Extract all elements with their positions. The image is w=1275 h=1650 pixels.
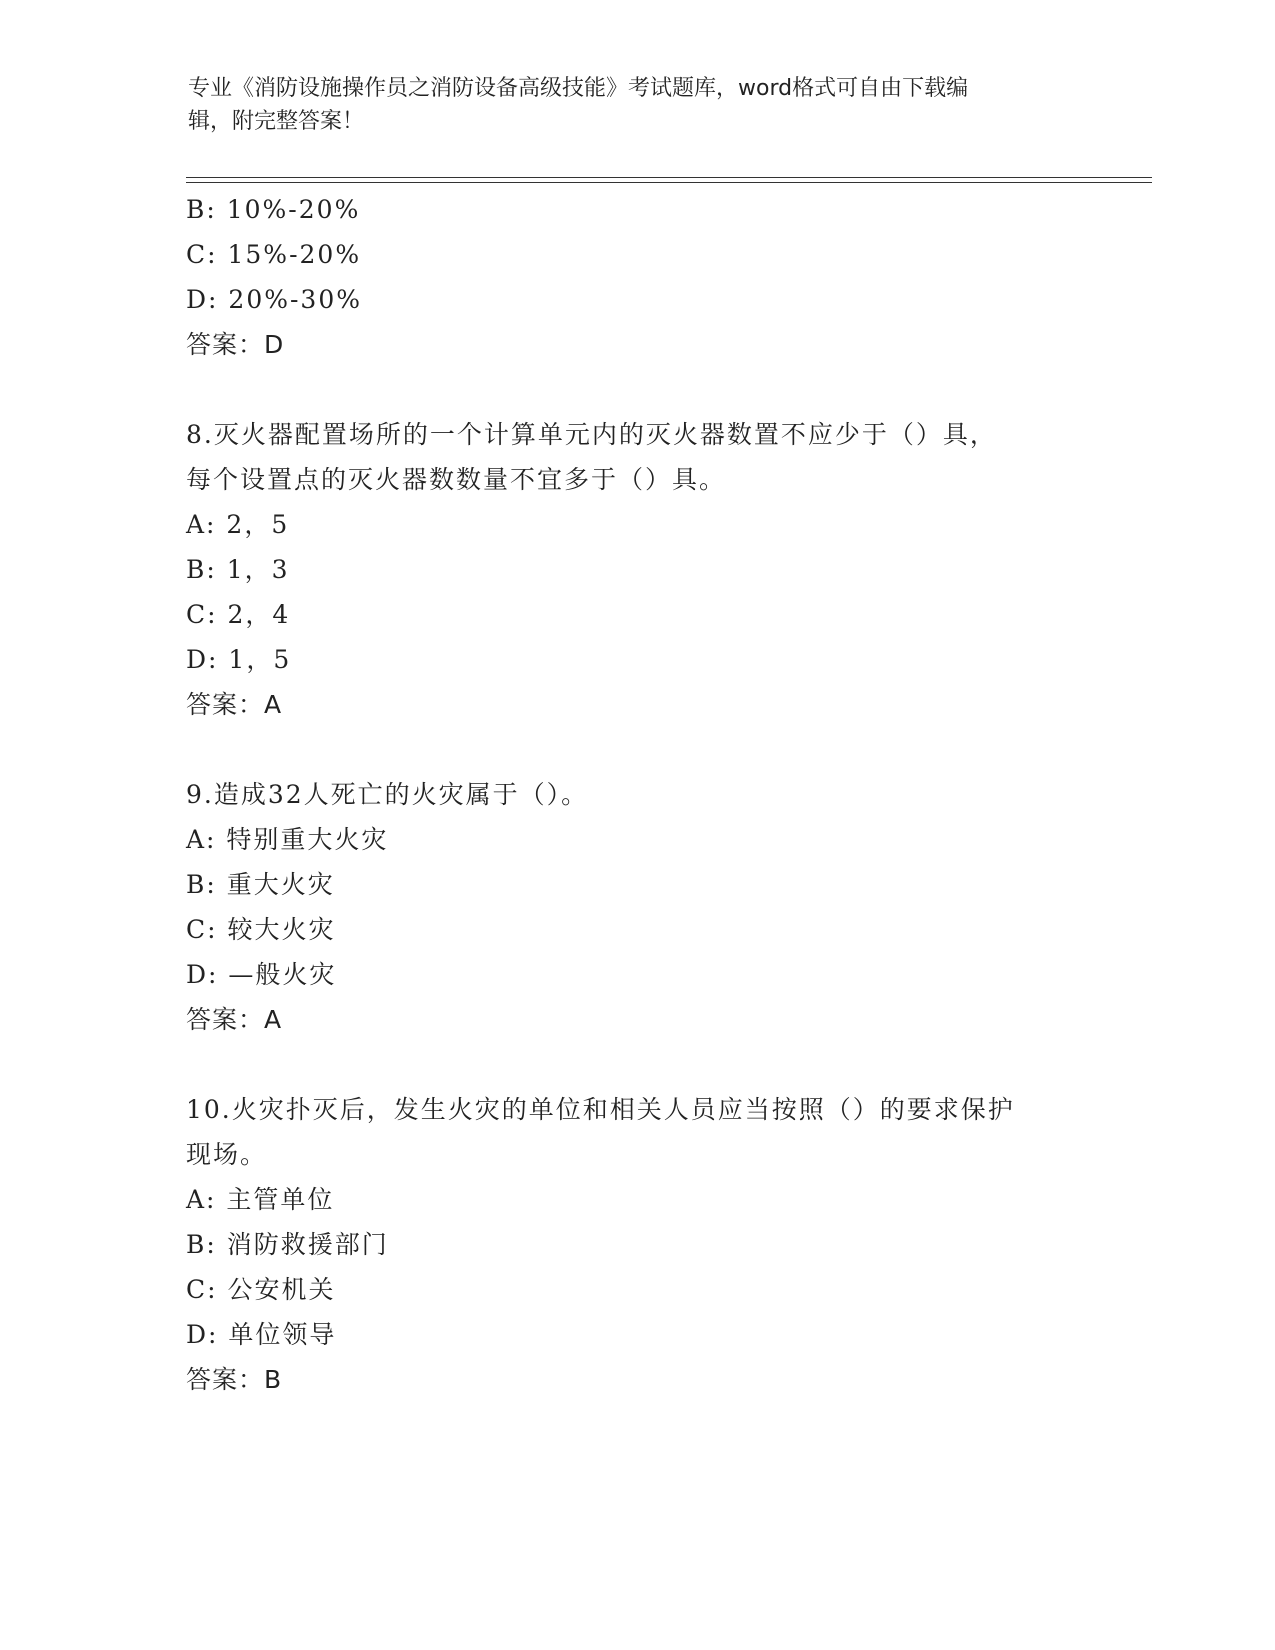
q8-option-c: C: 2，4	[186, 600, 291, 629]
q9-option-d: D: —般火灾	[186, 960, 337, 989]
q10-option-a: A: 主管单位	[186, 1185, 335, 1214]
q10-option-c: C: 公安机关	[186, 1275, 336, 1304]
header-line-2: 辑，附完整答案！	[188, 109, 365, 134]
q7-option-c: C: 15%-20%	[186, 240, 362, 269]
q8-answer: 答案：A	[186, 690, 283, 719]
q9-option-c: C: 较大火灾	[186, 915, 336, 944]
q8-stem-line-2: 每个设置点的灭火器数数量不宜多于（）具。	[186, 465, 727, 494]
q10-stem-line-1: 10.火灾扑灭后，发生火灾的单位和相关人员应当按照（）的要求保护	[186, 1095, 1015, 1124]
q9-answer: 答案：A	[186, 1005, 283, 1034]
header-divider-top	[186, 177, 1152, 178]
q10-option-d: D: 单位领导	[186, 1320, 337, 1349]
q8-option-d: D: 1，5	[186, 645, 292, 674]
q9-stem: 9.造成32人死亡的火灾属于（）。	[186, 780, 589, 809]
q10-option-b: B: 消防救援部门	[186, 1230, 389, 1259]
q10-stem-line-2: 现场。	[186, 1140, 268, 1169]
header-divider-bottom	[186, 182, 1152, 183]
q8-stem-line-1: 8.灭火器配置场所的一个计算单元内的灭火器数置不应少于（）具，	[186, 420, 997, 449]
q7-option-b: B: 10%-20%	[186, 195, 361, 224]
q7-option-d: D: 20%-30%	[186, 285, 362, 314]
q9-option-b: B: 重大火灾	[186, 870, 335, 899]
header-line-1: 专业《消防设施操作员之消防设备高级技能》考试题库，word格式可自由下载编	[188, 76, 969, 101]
q8-option-b: B: 1，3	[186, 555, 290, 584]
document-header	[188, 72, 1068, 138]
q10-answer: 答案：B	[186, 1365, 283, 1394]
q9-option-a: A: 特别重大火灾	[186, 825, 389, 854]
q8-option-a: A: 2，5	[186, 510, 290, 539]
q7-answer: 答案：D	[186, 330, 285, 359]
